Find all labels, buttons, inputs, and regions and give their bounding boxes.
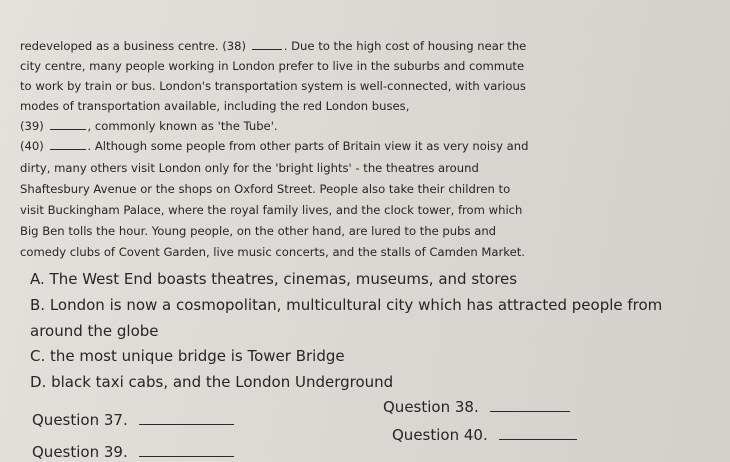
passage-text: modes of transportation available, including the red London buses, xyxy=(20,99,410,113)
passage-text: . Due to the high cost of housing near the xyxy=(283,39,527,53)
blank-40[interactable] xyxy=(50,149,86,150)
answer-39-blank[interactable] xyxy=(139,456,234,457)
option-b-continued xyxy=(30,324,159,339)
answer-40-label: Question 40. xyxy=(392,426,488,444)
answer-39 xyxy=(32,445,236,460)
answer-38-label: Question 38. xyxy=(383,398,479,416)
passage-text: city centre, many people working in London prefer to live in the suburbs and commute xyxy=(20,59,525,73)
option-a[interactable] xyxy=(30,272,517,287)
answer-37 xyxy=(32,413,236,428)
passage-text: , commonly known as 'the Tube'. xyxy=(87,119,278,133)
option-d[interactable] xyxy=(30,375,393,390)
passage-line-7 xyxy=(20,163,479,175)
passage-text: . Although some people from other parts of Britain view it as very noisy and xyxy=(87,139,529,153)
passage-text: dirty, many others visit London only for the 'bright lights' - the theatres around xyxy=(20,161,479,175)
passage-line-10 xyxy=(20,226,496,238)
passage-text: visit Buckingham Palace, where the royal family lives, and the clock tower, from which xyxy=(20,203,523,217)
passage-text: to work by train or bus. London's transportation system is well-connected, with various xyxy=(20,79,526,93)
blank-38[interactable] xyxy=(252,49,282,50)
question-number-39: (39) xyxy=(20,119,44,133)
answer-40-blank[interactable] xyxy=(499,439,577,440)
passage-line-1 xyxy=(20,41,526,53)
answer-37-label: Question 37. xyxy=(32,411,128,429)
answer-38 xyxy=(383,400,572,415)
option-b[interactable] xyxy=(30,298,662,313)
option-d-text: D. black taxi cabs, and the London Underground xyxy=(30,373,394,391)
passage-line-2 xyxy=(20,61,524,73)
passage-line-3 xyxy=(20,81,526,93)
passage-text: comedy clubs of Covent Garden, live music concerts, and the stalls of Camden Market. xyxy=(20,245,525,259)
passage-text: redeveloped as a business centre. (38) xyxy=(20,39,247,53)
passage-line-9 xyxy=(20,205,522,217)
blank-39[interactable] xyxy=(50,129,86,130)
answer-40 xyxy=(392,428,579,443)
answer-37-blank[interactable] xyxy=(139,424,234,425)
question-number-40: (40) xyxy=(20,139,44,153)
option-c-text: C. the most unique bridge is Tower Bridge xyxy=(30,347,345,365)
option-b-text: B. London is now a cosmopolitan, multicultural city which has attracted people from xyxy=(30,296,663,314)
option-b-text-continued: around the globe xyxy=(30,322,159,340)
option-c[interactable] xyxy=(30,349,345,364)
passage-text: Big Ben tolls the hour. Young people, on the other hand, are lured to the pubs and xyxy=(20,224,497,238)
passage-line-4 xyxy=(20,101,409,113)
passage-line-11 xyxy=(20,247,525,259)
answer-39-label: Question 39. xyxy=(32,443,128,461)
option-a-text: A. The West End boasts theatres, cinemas, museums, and stores xyxy=(30,270,518,288)
passage-line-6 xyxy=(20,141,528,153)
passage-text: Shaftesbury Avenue or the shops on Oxford Street. People also take their children to xyxy=(20,182,511,196)
passage-line-5 xyxy=(20,121,278,133)
passage-line-8 xyxy=(20,184,510,196)
answer-38-blank[interactable] xyxy=(490,411,570,412)
